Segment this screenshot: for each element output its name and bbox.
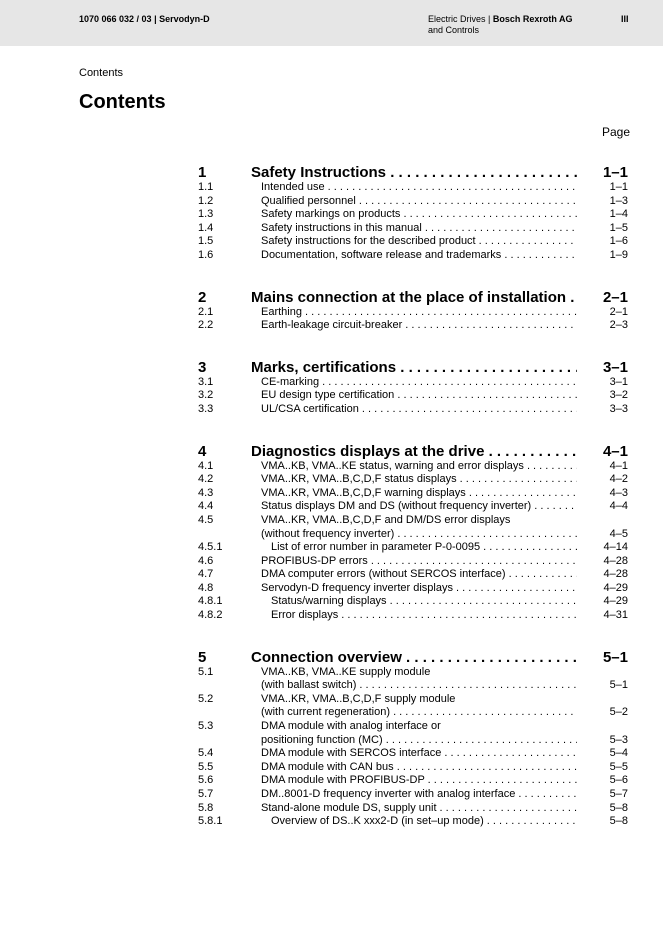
entry-number: 4.1 — [198, 459, 214, 472]
entry-title-continued: (with ballast switch) . . . — [261, 679, 577, 693]
toc-entry[interactable] — [198, 319, 628, 333]
entry-page: 4–28 — [603, 568, 628, 581]
toc-entry[interactable] — [198, 747, 628, 761]
entry-title: DMA computer errors (without SERCOS interface) . . . — [261, 568, 577, 582]
toc-entry[interactable] — [198, 389, 628, 403]
entry-number: 5.5 — [198, 760, 214, 773]
entry-page: 1–1 — [609, 181, 628, 193]
entry-number: 5.4 — [198, 747, 214, 760]
header-page-number: III — [621, 14, 629, 24]
entry-title: DMA module with SERCOS interface . . . — [261, 747, 577, 761]
entry-title: Error displays . . . — [271, 609, 577, 623]
division-line-1: Electric Drives — [428, 14, 486, 24]
toc-subentry[interactable] — [198, 595, 628, 609]
toc-entry[interactable] — [198, 514, 628, 528]
table-of-contents — [198, 164, 628, 855]
entry-page: 5–1 — [609, 679, 628, 692]
chapter-page: 1–1 — [602, 164, 628, 181]
entry-page: 1–4 — [609, 208, 628, 221]
header-separator: | — [485, 14, 493, 24]
toc-subentry[interactable] — [198, 609, 628, 623]
entry-title: Status displays DM and DS (without frequency inverter) . . . — [261, 500, 577, 514]
entry-page: 3–3 — [609, 402, 628, 415]
toc-entry[interactable] — [198, 306, 628, 320]
toc-chapter-entry[interactable] — [198, 289, 628, 306]
entry-title: VMA..KR, VMA..B,C,D,F warning displays . . . — [261, 487, 577, 501]
entry-number: 5.8.1 — [198, 815, 223, 828]
toc-entry[interactable] — [198, 582, 628, 596]
entry-number: 4.3 — [198, 486, 214, 499]
entry-page: 5–2 — [609, 706, 628, 719]
entry-page: 4–31 — [603, 609, 628, 622]
toc-subentry[interactable] — [198, 815, 628, 829]
entry-page: 5–4 — [609, 747, 628, 760]
toc-chapter-entry[interactable] — [198, 443, 628, 460]
entry-page: 1–5 — [609, 221, 628, 234]
running-title: Contents — [79, 67, 124, 79]
entry-title: VMA..KR, VMA..B,C,D,F status displays . . . — [261, 473, 577, 487]
chapter-title: Diagnostics displays at the drive . . . — [251, 443, 577, 460]
chapter-number: 3 — [198, 358, 207, 376]
entry-title: List of error number in parameter P-0-0095 . . . — [271, 541, 577, 555]
entry-title: VMA..KB, VMA..KE supply module — [261, 665, 431, 678]
toc-entry[interactable] — [198, 666, 628, 680]
toc-entry-continuation[interactable] — [198, 679, 628, 693]
entry-page: 2–1 — [609, 305, 628, 318]
toc-subentry[interactable] — [198, 541, 628, 555]
chapter-number: 4 — [198, 442, 207, 460]
entry-number: 4.8.1 — [198, 595, 223, 608]
toc-entry-continuation[interactable] — [198, 734, 628, 748]
toc-entry[interactable] — [198, 222, 628, 236]
entry-title: Safety instructions in this manual . . . — [261, 222, 577, 236]
entry-number: 3.2 — [198, 389, 214, 402]
entry-page: 4–1 — [609, 459, 628, 472]
entry-number: 1.2 — [198, 194, 214, 207]
entry-title: Qualified personnel . . . — [261, 195, 577, 209]
toc-section — [198, 649, 628, 829]
chapter-title: Connection overview . . . — [251, 649, 577, 666]
entry-number: 1.5 — [198, 235, 214, 248]
entry-title: CE-marking . . . — [261, 376, 577, 390]
toc-section — [198, 289, 628, 333]
entry-page: 3–1 — [609, 375, 628, 388]
entry-number: 4.8 — [198, 581, 214, 594]
entry-title: EU design type certification . . . — [261, 389, 577, 403]
page-title: Contents — [79, 91, 166, 113]
entry-number: 5.1 — [198, 665, 214, 678]
toc-entry[interactable] — [198, 500, 628, 514]
toc-entry[interactable] — [198, 473, 628, 487]
entry-number: 3.3 — [198, 402, 214, 415]
page-header — [0, 0, 663, 46]
entry-page: 3–2 — [609, 389, 628, 402]
entry-title: DMA module with PROFIBUS-DP . . . — [261, 774, 577, 788]
entry-title: VMA..KR, VMA..B,C,D,F supply module — [261, 692, 456, 705]
toc-section — [198, 359, 628, 417]
entry-title: Documentation, software release and trademarks . . . — [261, 249, 577, 263]
entry-number: 1.1 — [198, 181, 214, 193]
toc-entry[interactable] — [198, 403, 628, 417]
chapter-page: 4–1 — [602, 442, 628, 460]
chapter-number: 2 — [198, 288, 207, 306]
entry-title: VMA..KR, VMA..B,C,D,F and DM/DS error displays — [261, 513, 511, 526]
entry-title: Status/warning displays . . . — [271, 595, 577, 609]
toc-entry[interactable] — [198, 774, 628, 788]
entry-title: Servodyn-D frequency inverter displays . . . — [261, 582, 577, 596]
entry-title: Earth-leakage circuit-breaker . . . — [261, 319, 577, 333]
entry-page: 1–6 — [609, 235, 628, 248]
entry-number: 5.8 — [198, 801, 214, 814]
entry-page: 5–8 — [609, 801, 628, 814]
entry-number: 5.3 — [198, 720, 214, 733]
entry-page: 5–6 — [609, 774, 628, 787]
entry-title: PROFIBUS-DP errors . . . — [261, 555, 577, 569]
entry-title: UL/CSA certification . . . — [261, 403, 577, 417]
entry-number: 3.1 — [198, 375, 214, 388]
entry-title: VMA..KB, VMA..KE status, warning and error displays . . . — [261, 460, 577, 474]
entry-number: 5.7 — [198, 788, 214, 800]
entry-page: 4–14 — [603, 541, 628, 554]
entry-page: 5–3 — [609, 733, 628, 746]
toc-entry[interactable] — [198, 788, 628, 802]
toc-section — [198, 443, 628, 623]
entry-page: 4–3 — [609, 486, 628, 499]
entry-title-continued: (without frequency inverter) . . . — [261, 528, 577, 542]
entry-number: 4.2 — [198, 473, 214, 486]
toc-entry[interactable] — [198, 568, 628, 582]
entry-page: 4–29 — [603, 595, 628, 608]
entry-page: 1–9 — [609, 248, 628, 261]
company-name: Bosch Rexroth AG — [492, 14, 573, 24]
document-number: 1070 066 032 / 03 | Servodyn-D — [79, 14, 210, 24]
entry-number: 2.2 — [198, 319, 214, 332]
toc-entry[interactable] — [198, 802, 628, 816]
entry-page: 4–5 — [609, 527, 628, 540]
entry-title-continued: (with current regeneration) . . . — [261, 706, 577, 720]
entry-title: Stand-alone module DS, supply unit . . . — [261, 802, 577, 816]
entry-title: DMA module with CAN bus . . . — [261, 761, 577, 775]
entry-number: 2.1 — [198, 305, 214, 318]
toc-entry[interactable] — [198, 487, 628, 501]
toc-chapter-entry[interactable] — [198, 359, 628, 376]
entry-page: 5–8 — [609, 815, 628, 828]
entry-page: 2–3 — [609, 319, 628, 332]
entry-number: 4.8.2 — [198, 609, 223, 622]
entry-page: 4–2 — [609, 473, 628, 486]
entry-number: 5.6 — [198, 774, 214, 787]
entry-title: DMA module with analog interface or — [261, 720, 441, 733]
entry-title: Overview of DS..K xxx2-D (in set–up mode) . . . — [271, 815, 577, 829]
toc-entry[interactable] — [198, 376, 628, 390]
entry-number: 1.6 — [198, 248, 214, 261]
entry-number: 1.3 — [198, 208, 214, 221]
toc-entry[interactable] — [198, 460, 628, 474]
chapter-page: 2–1 — [602, 288, 628, 306]
toc-entry[interactable] — [198, 208, 628, 222]
division-line-2: and Controls — [428, 25, 480, 35]
chapter-title: Marks, certifications . . . — [251, 359, 577, 376]
toc-entry[interactable] — [198, 235, 628, 249]
entry-page: 5–5 — [609, 760, 628, 773]
toc-entry[interactable] — [198, 693, 628, 707]
toc-entry[interactable] — [198, 761, 628, 775]
toc-entry[interactable] — [198, 195, 628, 209]
publisher-info — [428, 14, 573, 36]
chapter-title: Safety Instructions . . . — [251, 164, 577, 181]
entry-number: 1.4 — [198, 221, 214, 234]
entry-title: Earthing . . . — [261, 306, 577, 320]
entry-page: 1–3 — [609, 194, 628, 207]
toc-entry[interactable] — [198, 249, 628, 263]
entry-page: 4–4 — [609, 500, 628, 513]
entry-page: 5–7 — [609, 788, 628, 800]
chapter-title: Mains connection at the place of installation . . . — [251, 289, 577, 306]
entry-number: 4.7 — [198, 568, 214, 581]
chapter-page: 3–1 — [602, 358, 628, 376]
toc-entry-continuation[interactable] — [198, 706, 628, 720]
entry-number: 4.5 — [198, 513, 214, 526]
toc-entry[interactable] — [198, 181, 628, 195]
toc-entry[interactable] — [198, 555, 628, 569]
toc-entry[interactable] — [198, 720, 628, 734]
chapter-number: 5 — [198, 648, 207, 666]
entry-number: 4.5.1 — [198, 541, 223, 554]
entry-title: Intended use . . . — [261, 181, 577, 195]
entry-title-continued: positioning function (MC) . . . — [261, 734, 577, 748]
chapter-number: 1 — [198, 164, 207, 181]
chapter-page: 5–1 — [602, 648, 628, 666]
entry-title: Safety instructions for the described product . . . — [261, 235, 577, 249]
entry-page: 4–28 — [603, 554, 628, 567]
entry-title: DM..8001-D frequency inverter with analog interface . . . — [261, 788, 577, 802]
toc-entry-continuation[interactable] — [198, 528, 628, 542]
page-column-label: Page — [601, 125, 630, 139]
entry-number: 4.4 — [198, 500, 214, 513]
toc-section — [198, 164, 628, 263]
entry-number: 5.2 — [198, 692, 214, 705]
toc-chapter-entry[interactable] — [198, 649, 628, 666]
entry-page: 4–29 — [603, 581, 628, 594]
toc-chapter-entry[interactable] — [198, 164, 628, 181]
entry-title: Safety markings on products . . . — [261, 208, 577, 222]
entry-number: 4.6 — [198, 554, 214, 567]
